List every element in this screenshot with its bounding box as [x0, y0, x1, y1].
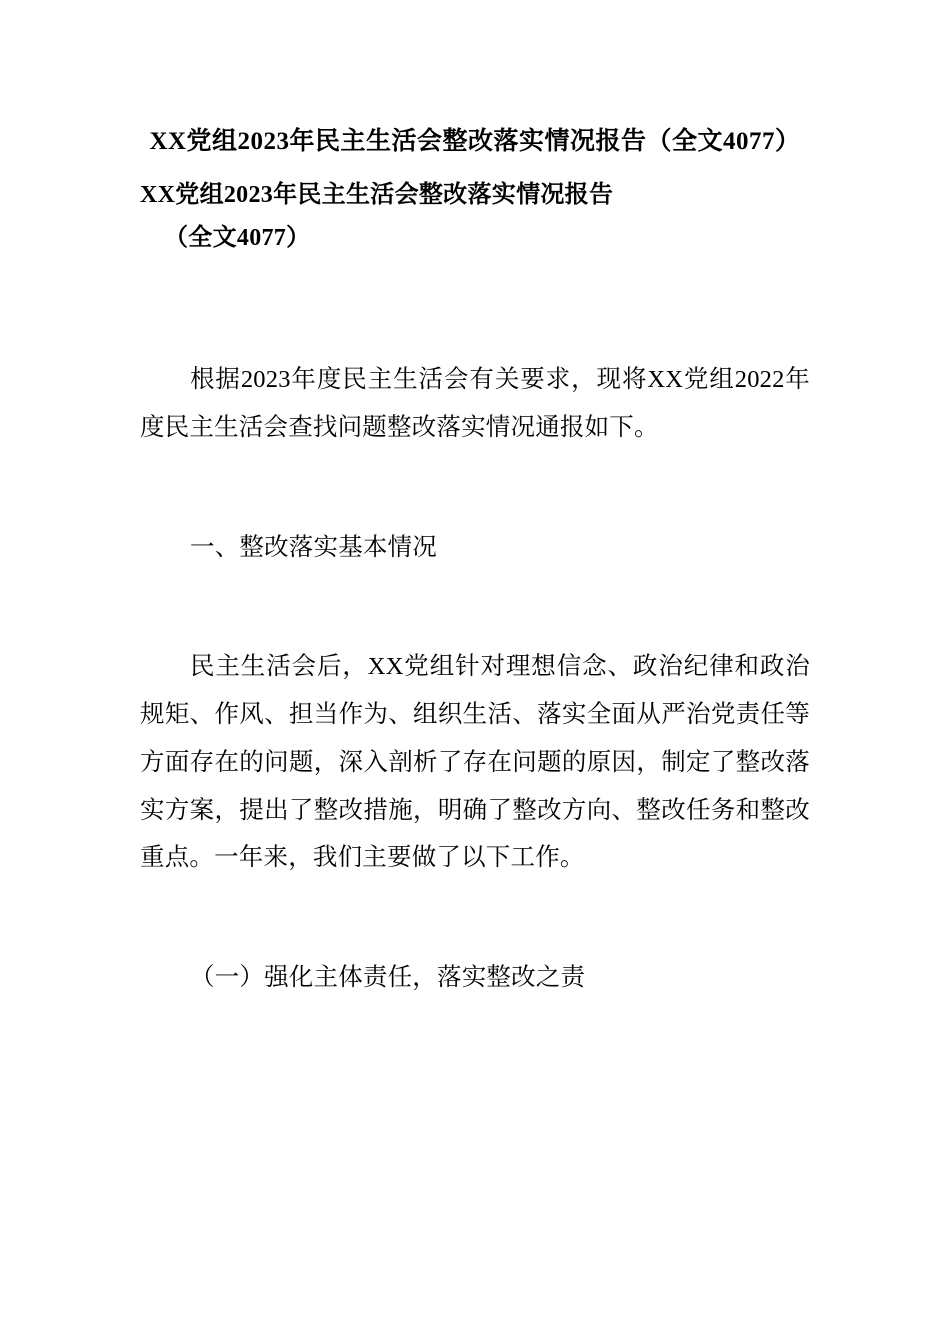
document-subtitle-line-2: （全文4077） — [164, 224, 311, 251]
document-subtitle-line-1: XX党组2023年民主生活会整改落实情况报告 — [140, 181, 614, 208]
intro-paragraph: 根据2023年度民主生活会有关要求，现将XX党组2022年度民主生活会查找问题整改落实情况通报如下。 — [140, 366, 810, 441]
spacer-after-section-heading — [140, 571, 810, 643]
document-subtitle-block — [140, 174, 810, 260]
spacer-before-subsection-heading — [140, 882, 810, 954]
section-heading-1: 一、整改落实基本情况 — [190, 533, 437, 561]
document-title: XX党组2023年民主生活会整改落实情况报告（全文4077） — [149, 128, 801, 155]
section-paragraph: 民主生活会后，XX党组针对理想信念、政治纪律和政治规矩、作风、担当作为、组织生活、落实全面从严治党责任等方面存在的问题，深入剖析了存在问题的原因，制定了整改落实方案，提出了整改措施，明确了整改方向、整改任务和整改重点。一年来，我们主要做了以下工作。 — [140, 653, 810, 872]
spacer-after-subtitle — [140, 260, 810, 356]
subsection-heading-1: （一）强化主体责任，落实整改之责 — [190, 964, 586, 992]
spacer-before-section-heading — [140, 452, 810, 524]
